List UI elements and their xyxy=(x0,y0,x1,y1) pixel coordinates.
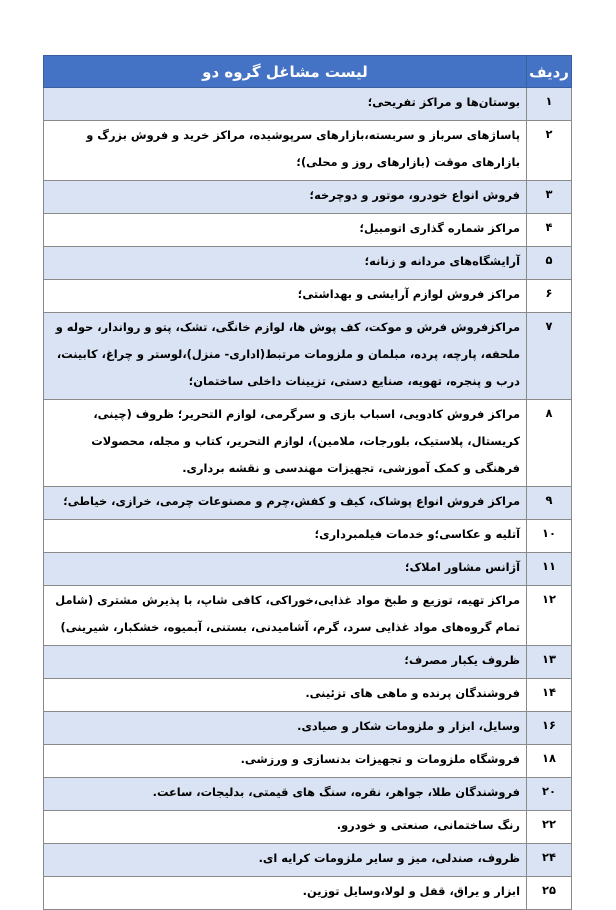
table-row xyxy=(44,487,572,520)
row-number: ۱۶ xyxy=(527,712,572,745)
row-number: ۱۸ xyxy=(527,745,572,778)
row-text: مراکز فروش لوازم آرایشی و بهداشتی؛ xyxy=(44,280,527,313)
row-text: وسایل، ابزار و ملزومات شکار و صیادی. xyxy=(44,712,527,745)
row-number: ۲ xyxy=(527,121,572,181)
row-number: ۱۲ xyxy=(527,586,572,646)
row-text: ابزار و یراق، قفل و لولا،وسایل توزین. xyxy=(44,877,527,910)
table-row xyxy=(44,181,572,214)
row-text: فروشندگان پرنده و ماهی های تزئینی. xyxy=(44,679,527,712)
table-row xyxy=(44,745,572,778)
row-text: مراکز فروش انواع پوشاک، کیف و کفش،چرم و مصنوعات چرمی، خرازی، خیاطی؛ xyxy=(44,487,527,520)
row-text: آتلیه و عکاسی؛و خدمات فیلمبرداری؛ xyxy=(44,520,527,553)
row-text: رنگ ساختمانی، صنعتی و خودرو. xyxy=(44,811,527,844)
row-number: ۸ xyxy=(527,400,572,487)
row-number: ۱۱ xyxy=(527,553,572,586)
table-row xyxy=(44,811,572,844)
row-text: ظروف یکبار مصرف؛ xyxy=(44,646,527,679)
table-row xyxy=(44,646,572,679)
row-text: فروشگاه ملزومات و تجهیزات بدنسازی و ورزشی. xyxy=(44,745,527,778)
table-row xyxy=(44,553,572,586)
row-text: آرایشگاه‌های مردانه و زنانه؛ xyxy=(44,247,527,280)
row-text: مراکز تهیه، توزیع و طبخ مواد غذایی،خوراکی، کافی شاپ، با پذیرش مشتری (شامل تمام گروه‌های مواد غذایی سرد، گرم، آشامیدنی، بستنی، آبمیوه، خشکبار، شیرینی) xyxy=(44,586,527,646)
row-number: ۷ xyxy=(527,313,572,400)
row-text: مراکز شماره گذاری اتومبیل؛ xyxy=(44,214,527,247)
row-text: فروش انواع خودرو، موتور و دوچرخه؛ xyxy=(44,181,527,214)
table-row xyxy=(44,313,572,400)
table-row xyxy=(44,844,572,877)
row-text: مراکزفروش فرش و موکت، کف پوش ها، لوازم خانگی، تشک، پتو و رواندار، حوله و ملحفه، پارچه، پرده، مبلمان و ملزومات مرتبط(اداری- منزل)،لوستر و چراغ، کابینت، درب و پنجره، تهویه، صنایع دستی، تزیینات داخلی ساختمان؛ xyxy=(44,313,527,400)
row-number: ۲۴ xyxy=(527,844,572,877)
row-number: ۲۵ xyxy=(527,877,572,910)
jobs-table xyxy=(43,55,572,910)
table-row xyxy=(44,88,572,121)
table-row xyxy=(44,520,572,553)
row-text: پاساژهای سرباز و سربسته،بازارهای سرپوشیده، مراکز خرید و فروش بزرگ و بازارهای موقت (بازارهای روز و محلی)؛ xyxy=(44,121,527,181)
table-row xyxy=(44,280,572,313)
row-number: ۶ xyxy=(527,280,572,313)
row-number: ۲۰ xyxy=(527,778,572,811)
table-header-row xyxy=(44,56,572,88)
row-number: ۳ xyxy=(527,181,572,214)
row-text: آژانس مشاور املاک؛ xyxy=(44,553,527,586)
row-number: ۱۳ xyxy=(527,646,572,679)
table-row xyxy=(44,712,572,745)
row-text: ظروف، صندلی، میز و سایر ملزومات کرایه ای. xyxy=(44,844,527,877)
row-text: فروشندگان طلا، جواهر، نقره، سنگ های قیمتی، بدلیجات، ساعت. xyxy=(44,778,527,811)
table-row xyxy=(44,778,572,811)
document-page xyxy=(43,55,572,910)
table-row xyxy=(44,679,572,712)
index-column-header: ردیف xyxy=(527,56,572,88)
title-column-header: لیست مشاغل گروه دو xyxy=(44,56,527,88)
row-number: ۱۴ xyxy=(527,679,572,712)
table-row xyxy=(44,586,572,646)
table-row xyxy=(44,247,572,280)
row-number: ۱۰ xyxy=(527,520,572,553)
row-number: ۱ xyxy=(527,88,572,121)
row-number: ۲۲ xyxy=(527,811,572,844)
row-text: مراکز فروش کادویی، اسباب بازی و سرگرمی، لوازم التحریر؛ ظروف (چینی، کریستال، پلاستیک، بلورجات، ملامین)، لوازم التحریر، کتاب و مجله، محصولات فرهنگی و کمک آموزشی، تجهیزات مهندسی و نقشه برداری. xyxy=(44,400,527,487)
row-text: بوستان‌ها و مراکز تفریحی؛ xyxy=(44,88,527,121)
table-row xyxy=(44,400,572,487)
table-row xyxy=(44,214,572,247)
table-row xyxy=(44,121,572,181)
row-number: ۹ xyxy=(527,487,572,520)
table-row xyxy=(44,877,572,910)
row-number: ۵ xyxy=(527,247,572,280)
row-number: ۴ xyxy=(527,214,572,247)
